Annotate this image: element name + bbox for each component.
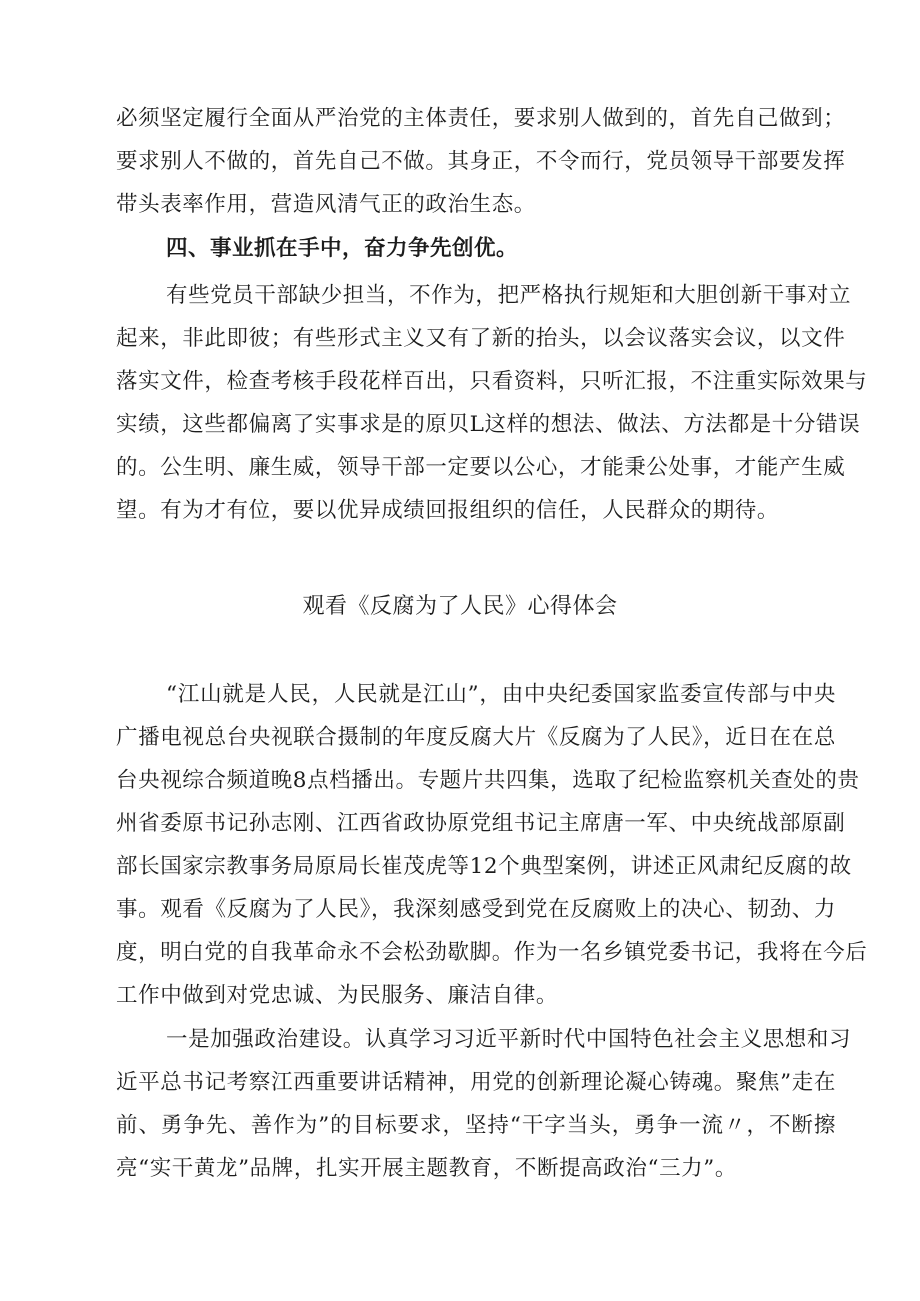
- paragraph-line: 有些党员干部缺少担当，不作为，把严格执行规矩和大胆创新干事对立: [166, 283, 852, 308]
- paragraph-line: 州省委原书记孙志刚、江西省政协原党组书记主席唐一军、中央统战部原副: [116, 811, 846, 836]
- paragraph-line: 的。公生明、廉生威，领导干部一定要以公心，才能秉公处事，才能产生威: [116, 455, 846, 480]
- paragraph-line: 部长国家宗教事务局原局长崔茂虎等12个典型案例，讲述正风肃纪反腐的故: [116, 854, 852, 879]
- paragraph-line: 工作中做到对党忠诚、为民服务、廉洁自律。: [116, 983, 559, 1008]
- paragraph-line: 必须坚定履行全面从严治党的主体责任，要求别人做到的，首先自己做到；: [116, 106, 846, 131]
- paragraph-line: 一是加强政治建设。认真学习习近平新时代中国特色社会主义思想和习: [166, 1027, 852, 1052]
- paragraph-line: 近平总书记考察江西重要讲话精神，用党的创新理论凝心铸魂。聚焦”走在: [116, 1070, 836, 1095]
- paragraph-line: 亮“实干黄龙”品牌，扎实开展主题教育，不断提高政治“三力”。: [116, 1156, 737, 1181]
- section-heading: 四、事业抓在手中，奋力争先创优。: [166, 236, 519, 261]
- paragraph-line: 要求别人不做的，首先自己不做。其身正，不令而行，党员领导干部要发挥: [116, 149, 846, 174]
- paragraph-line: 台央视综合频道晚8点档播出。专题片共四集，选取了纪检监察机关查处的贵: [116, 768, 860, 793]
- paragraph-line: 事。观看《反腐为了人民》，我深刻感受到党在反腐败上的决心、韧劲、力: [116, 897, 836, 922]
- paragraph-line: 前、勇争先、善作为”的目标要求，坚持“干字当头，勇争一流〃，不断擦: [116, 1113, 836, 1138]
- paragraph-line: 度，明白党的自我革命永不会松劲歇脚。作为一名乡镇党委书记，我将在今后: [116, 940, 868, 965]
- paragraph-line: 带头表率作用，营造风清气正的政治生态。: [116, 192, 536, 217]
- paragraph-line: 望。有为才有位，要以优异成绩回报组织的信任，人民群众的期待。: [116, 498, 780, 523]
- paragraph-line: 广播电视总台央视联合摄制的年度反腐大片《反腐为了人民》，近日在在总: [116, 725, 836, 750]
- article-title: 观看《反腐为了人民》心得体会: [302, 594, 618, 619]
- paragraph-line: “江山就是人民，人民就是江山”，由中央纪委国家监委宣传部与中央: [166, 682, 836, 707]
- paragraph-line: 落实文件，检查考核手段花样百出，只看资料，只听汇报，不注重实际效果与: [116, 369, 868, 394]
- paragraph-line: 实绩，这些都偏离了实事求是的原贝L这样的想法、做法、方法都是十分错误: [116, 412, 861, 437]
- paragraph-line: 起来，非此即彼；有些形式主义又有了新的抬头，以会议落实会议，以文件: [116, 326, 846, 351]
